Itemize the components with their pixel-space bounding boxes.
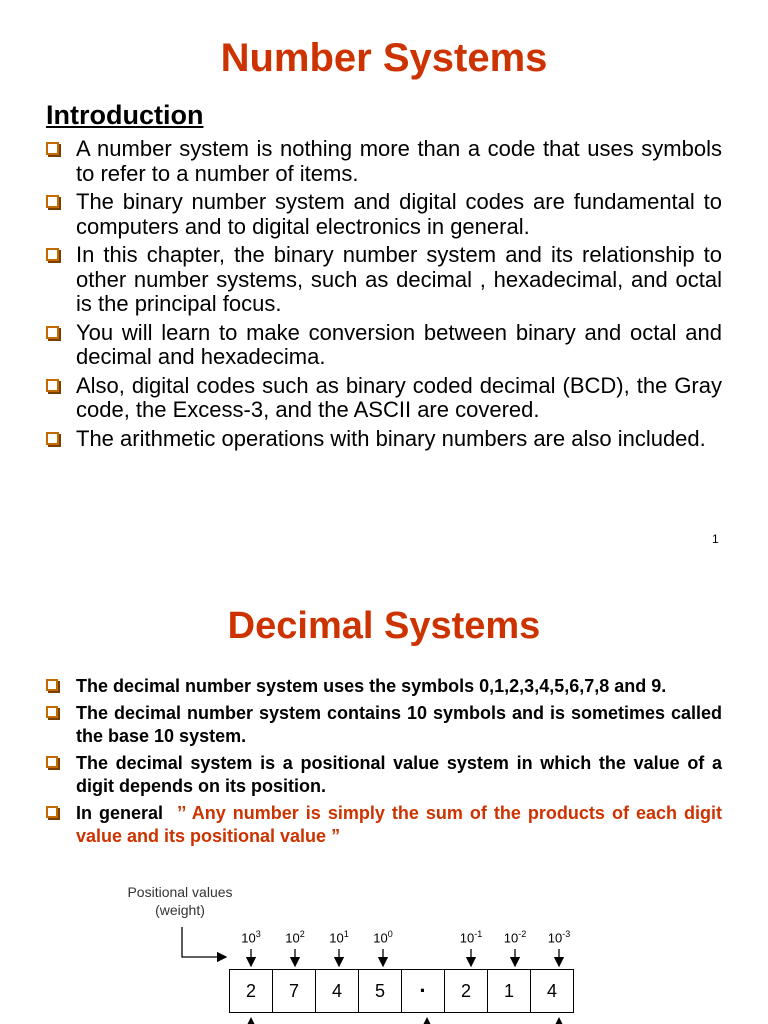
weight-label: $10^{-1}$ xyxy=(459,929,483,946)
positional-label-line1: Positional values xyxy=(127,884,233,900)
weight-label: $10^0$ xyxy=(373,929,393,946)
square-bullet-icon xyxy=(46,248,59,261)
square-bullet-icon xyxy=(46,326,59,339)
digit-boxes xyxy=(229,969,574,1013)
bullet-text: The decimal number system contains 10 symbols and is sometimes called the base 10 system. xyxy=(76,703,722,746)
decimal-point-cell: · xyxy=(401,969,445,1013)
bullet-item xyxy=(46,190,722,239)
digit-cell: 2 xyxy=(444,969,488,1013)
positional-label-line2: (weight) xyxy=(155,902,205,918)
bullet-text: The binary number system and digital codes are fundamental to computers and to digital electronics in general. xyxy=(76,189,722,239)
digit-cell: 4 xyxy=(315,969,359,1013)
square-bullet-icon xyxy=(46,142,59,155)
bullet-text: You will learn to make conversion between binary and octal and decimal and hexadecima. xyxy=(76,319,722,369)
slide-decimal-systems xyxy=(0,565,768,1024)
weight-label: $10^{-2}$ xyxy=(503,929,527,946)
weight-label: $10^{-3}$ xyxy=(547,929,571,946)
bullet-item xyxy=(46,137,722,186)
slide-title: Decimal Systems xyxy=(227,605,541,647)
intro-bullet-list xyxy=(46,137,722,455)
slide-title: Number Systems xyxy=(220,36,548,80)
bullet-item xyxy=(46,321,722,370)
bullet-item xyxy=(46,427,722,452)
weight-label: $10^1$ xyxy=(329,929,349,946)
bullet-text: The decimal system is a positional value system in which the value of a digit depends on its position. xyxy=(76,753,722,796)
square-bullet-icon xyxy=(46,379,59,392)
bullet-text: Also, digital codes such as binary coded decimal (BCD), the Gray code, the Excess-3, and the ASCII are covered. xyxy=(76,372,722,422)
bullet-item xyxy=(46,243,722,317)
square-bullet-icon xyxy=(46,195,59,208)
weight-label: $10^2$ xyxy=(285,929,305,946)
digit-cell: 1 xyxy=(487,969,531,1013)
bullet-text: The decimal number system uses the symbols 0,1,2,3,4,5,6,7,8 and 9. xyxy=(76,676,667,696)
page-number: 1 xyxy=(712,532,719,546)
digit-cell: 7 xyxy=(272,969,316,1013)
weight-label: $10^3$ xyxy=(241,929,261,946)
digit-cell: 5 xyxy=(358,969,402,1013)
digit-cell: 2 xyxy=(229,969,273,1013)
pointer-arrow xyxy=(182,927,226,957)
general-quote: ’’ Any number is simply the sum of the products of each digit value and its positional value ” xyxy=(76,803,722,846)
digit-cell: 4 xyxy=(530,969,574,1013)
up-arrow-icon xyxy=(554,1017,564,1024)
up-arrow-icon xyxy=(246,1017,256,1024)
square-bullet-icon xyxy=(46,432,59,445)
section-heading: Introduction xyxy=(46,100,204,130)
weight-arrows-diagram xyxy=(0,565,768,1024)
bullet-text: The arithmetic operations with binary numbers are also included. xyxy=(76,425,706,451)
bullet-text: In this chapter, the binary number system and its relationship to other number systems, such as decimal , hexadecimal, and octal is the principal focus. xyxy=(76,242,722,316)
up-arrow-icon xyxy=(422,1017,432,1024)
bullet-text: A number system is nothing more than a code that uses symbols to refer to a number of items. xyxy=(76,136,722,186)
general-prefix: In general xyxy=(76,803,164,823)
bullet-item xyxy=(46,374,722,423)
